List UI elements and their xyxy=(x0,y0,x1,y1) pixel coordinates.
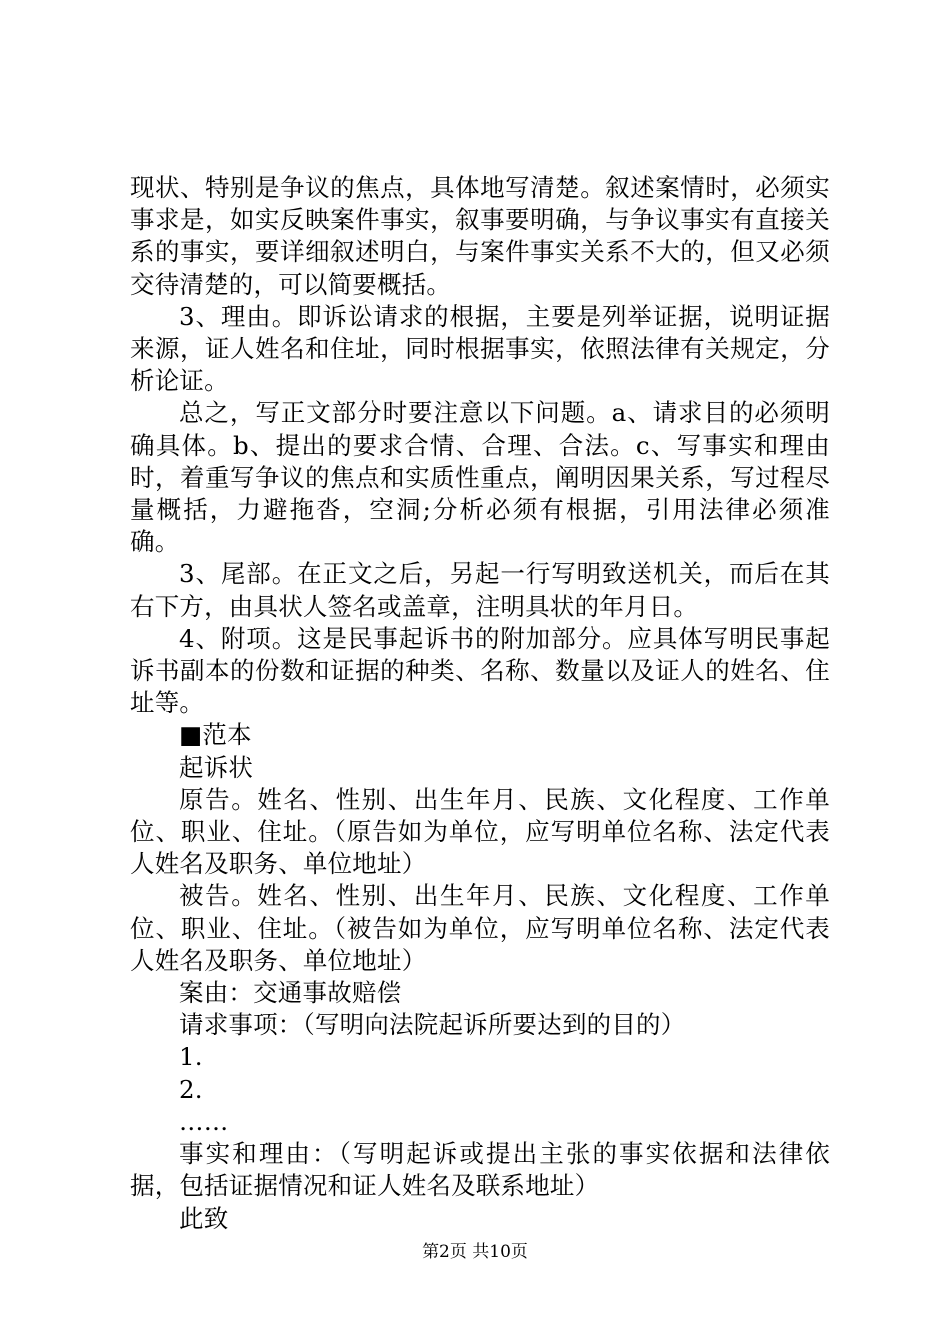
defendant-paragraph: 被告。姓名、性别、出生年月、民族、文化程度、工作单位、职业、住址。（被告如为单位，应写明单位名称、法定代表人姓名及职务、单位地址） xyxy=(130,881,830,975)
paragraph-attachments: 4、附项。这是民事起诉书的附加部分。应具体写明民事起诉书副本的份数和证据的种类、名称、数量以及证人的姓名、住址等。 xyxy=(130,623,830,718)
paragraph-ending: 3、尾部。在正文之后，另起一行写明致送机关，而后在其右下方，由具状人签名或盖章，注明具状的年月日。 xyxy=(130,559,830,621)
closing-salutation: 此致 xyxy=(179,1203,229,1233)
page-footer xyxy=(0,1242,950,1262)
complaint-title: 起诉状 xyxy=(179,752,254,782)
case-cause: 案由：交通事故赔偿 xyxy=(179,978,402,1008)
page-number-label: 第2页 共10页 xyxy=(422,1242,528,1262)
paragraph-summary: 总之，写正文部分时要注意以下问题。a、请求目的必须明确具体。b、提出的要求合情、合理、合法。c、写事实和理由时，着重写争议的焦点和实质性重点，阐明因果关系，写过程尽量概括，力避拖沓，空洞;分析必须有根据，引用法律必须准确。 xyxy=(130,398,830,557)
facts-and-reasons: 事实和理由：（写明起诉或提出主张的事实依据和法律依据，包括证据情况和证人姓名及联系地址） xyxy=(130,1139,830,1201)
claim-ellipsis: …… xyxy=(179,1106,229,1136)
paragraph-facts-continuation: 现状、特别是争议的焦点，具体地写清楚。叙述案情时，必须实事求是，如实反映案件事实，叙事要明确，与争议事实有直接关系的事实，要详细叙述明白，与案件事实关系不大的，但又必须交待清楚的，可以简要概括。 xyxy=(130,173,830,299)
document-body xyxy=(130,172,830,1235)
claim-item-1: 1. xyxy=(179,1042,203,1072)
plaintiff-paragraph: 原告。姓名、性别、出生年月、民族、文化程度、工作单位、职业、住址。（原告如为单位，应写明单位名称、法定代表人姓名及职务、单位地址） xyxy=(130,784,830,879)
claim-item-2: 2. xyxy=(179,1074,203,1104)
paragraph-reasons: 3、理由。即诉讼请求的根据，主要是列举证据，说明证据来源，证人姓名和住址，同时根据事实，依照法律有关规定，分析论证。 xyxy=(130,301,830,396)
sample-heading: ■范本 xyxy=(179,720,252,750)
claims-heading: 请求事项：（写明向法院起诉所要达到的目的） xyxy=(179,1010,686,1040)
